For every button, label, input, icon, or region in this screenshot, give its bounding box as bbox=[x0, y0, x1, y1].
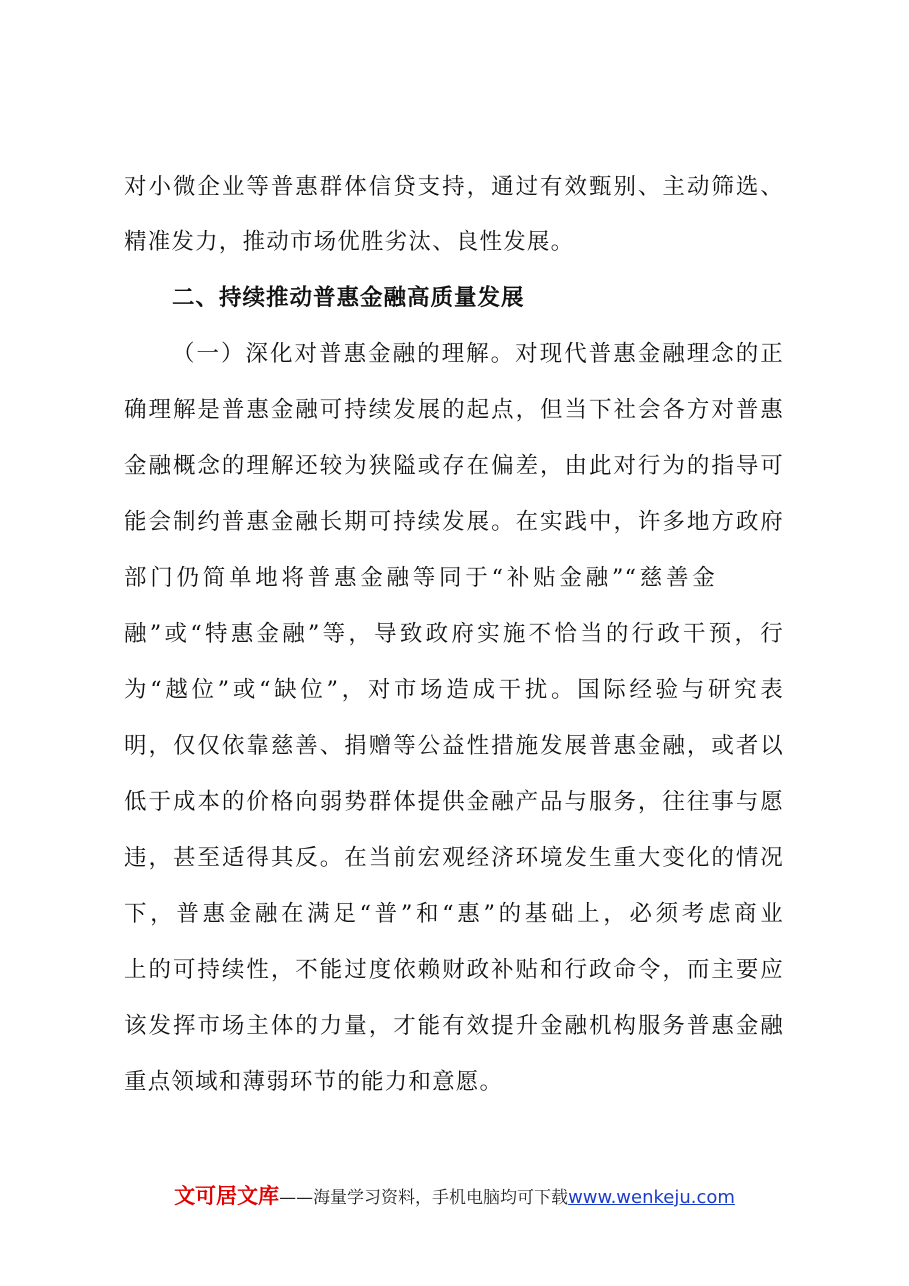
footer-dash: —— bbox=[279, 1188, 314, 1208]
paragraph-line: 低于成本的价格向弱势群体提供金融产品与服务，往往事与愿 bbox=[124, 789, 784, 815]
paragraph-line: 融”或“特惠金融”等，导致政府实施不恰当的行政干预，行 bbox=[124, 621, 784, 647]
paragraph-line: 重点领域和薄弱环节的能力和意愿。 bbox=[124, 1069, 504, 1095]
footer-brand: 文可居文库 bbox=[174, 1184, 280, 1208]
paragraph-line: 违，甚至适得其反。在当前宏观经济环境发生重大变化的情况 bbox=[124, 845, 784, 871]
paragraph-line: 确理解是普惠金融可持续发展的起点，但当下社会各方对普惠 bbox=[124, 397, 784, 423]
paragraph-line: 为“越位”或“缺位”，对市场造成干扰。国际经验与研究表 bbox=[124, 677, 784, 703]
paragraph-line: 对小微企业等普惠群体信贷支持，通过有效甄别、主动筛选、 bbox=[124, 174, 784, 200]
paragraph-line: 明，仅仅依靠慈善、捐赠等公益性措施发展普惠金融，或者以 bbox=[124, 733, 784, 759]
footer-url-link[interactable]: www.wenkeju.com bbox=[568, 1187, 735, 1208]
paragraph-line: 能会制约普惠金融长期可持续发展。在实践中，许多地方政府 bbox=[124, 509, 784, 535]
paragraph-line: 该发挥市场主体的力量，才能有效提升金融机构服务普惠金融 bbox=[124, 1013, 784, 1039]
paragraph-line: 上的可持续性，不能过度依赖财政补贴和行政命令，而主要应 bbox=[124, 957, 784, 983]
paragraph-line: 精准发力，推动市场优胜劣汰、良性发展。 bbox=[124, 229, 575, 255]
paragraph-line: 部门仍简单地将普惠金融等同于“补贴金融”“慈善金 bbox=[124, 565, 716, 591]
paragraph-line: 金融概念的理解还较为狭隘或存在偏差，由此对行为的指导可 bbox=[124, 453, 784, 479]
footer-banner bbox=[0, 1182, 909, 1212]
section-heading: 二、持续推动普惠金融高质量发展 bbox=[172, 285, 525, 311]
paragraph-line: （一）深化对普惠金融的理解。对现代普惠金融理念的正 bbox=[172, 341, 784, 367]
footer-tagline: 海量学习资料，手机电脑均可下载 bbox=[313, 1188, 569, 1208]
paragraph-line: 下，普惠金融在满足“普”和“惠”的基础上，必须考虑商业 bbox=[124, 901, 784, 927]
